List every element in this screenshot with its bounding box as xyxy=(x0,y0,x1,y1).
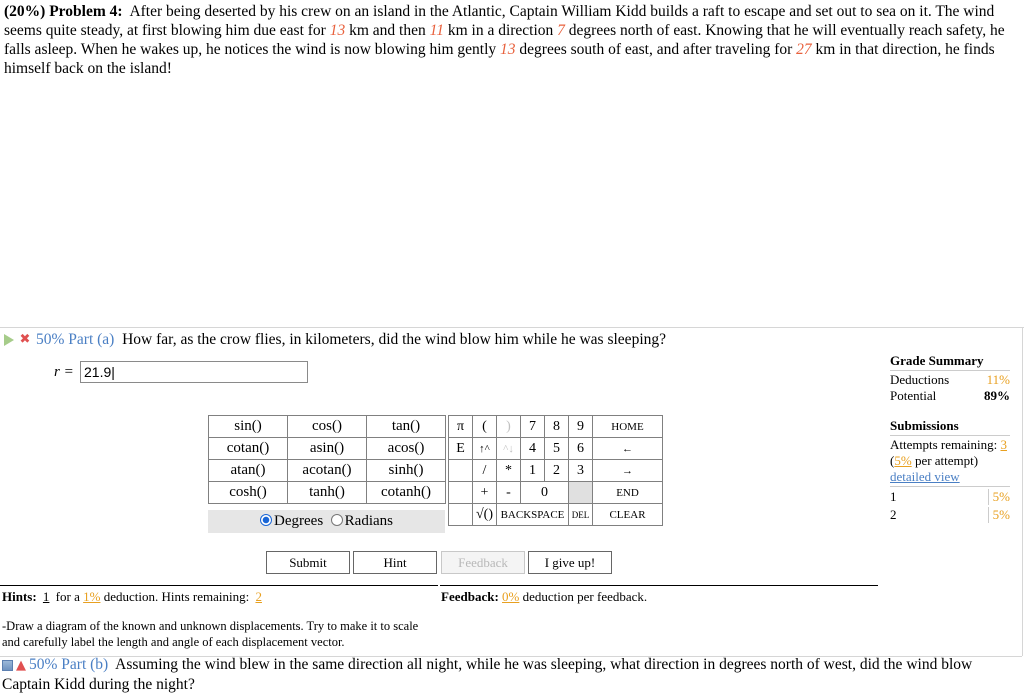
key-tan[interactable]: tan() xyxy=(367,416,446,438)
radians-label: Radians xyxy=(344,513,393,529)
key-cotanh[interactable]: cotanh() xyxy=(367,482,446,504)
key-tanh[interactable]: tanh() xyxy=(288,482,367,504)
hint-text: -Draw a diagram of the known and unknown displacements. Try to make it to scale and carefully label the length and angle of each displacement vector. xyxy=(2,619,419,649)
part-b-header xyxy=(2,655,1022,694)
problem-text-2: km and then xyxy=(349,22,426,39)
answer-variable-label: r = xyxy=(54,364,74,380)
per-attempt-pct: 5% xyxy=(894,453,912,468)
key-6[interactable]: 6 xyxy=(569,438,593,460)
key-2[interactable]: 2 xyxy=(545,460,569,482)
key-open-paren[interactable]: ( xyxy=(473,416,497,438)
hints-pct: 1% xyxy=(83,589,101,604)
key-sinh[interactable]: sinh() xyxy=(367,460,446,482)
key-acotan[interactable]: acotan() xyxy=(288,460,367,482)
degrees-radio[interactable] xyxy=(260,514,272,526)
key-multiply[interactable]: * xyxy=(497,460,521,482)
attempts-value: 3 xyxy=(1000,437,1007,452)
potential-value: 89% xyxy=(984,388,1010,403)
key-8[interactable]: 8 xyxy=(545,416,569,438)
warning-icon: ▲ xyxy=(16,657,26,673)
angle-1: 7 xyxy=(557,22,565,39)
answer-input[interactable]: 21.9| xyxy=(80,361,308,383)
key-clear[interactable]: CLEAR xyxy=(593,504,663,526)
key-acos[interactable]: acos() xyxy=(367,438,446,460)
per-attempt-label: per attempt) xyxy=(914,453,979,468)
submit-button[interactable]: Submit xyxy=(266,551,350,574)
part-a-question: How far, as the crow flies, in kilometers, did the wind blow him while he was sleeping? xyxy=(122,331,667,348)
feedback-label: Feedback: xyxy=(441,589,499,604)
part-b-label: Part (b) xyxy=(61,656,109,673)
key-close-paren[interactable]: ) xyxy=(497,416,521,438)
give-up-button[interactable]: I give up! xyxy=(528,551,612,574)
angle-2: 13 xyxy=(500,41,516,58)
key-blank-1 xyxy=(449,460,473,482)
deductions-value: 11% xyxy=(986,372,1010,387)
numeric-keypad xyxy=(448,415,663,526)
submission-row-2-pct: 5% xyxy=(988,507,1010,523)
key-right-arrow[interactable]: → xyxy=(593,460,663,482)
problem-title: Problem 4: xyxy=(49,3,123,20)
submission-row-1-pct: 5% xyxy=(988,489,1010,505)
key-home[interactable]: HOME xyxy=(593,416,663,438)
grade-summary: Grade Summary Deductions 11% Potential 89% Submissions Attempts remaining: 3 (5% per attempt) detailed view 1 5% 2 5% xyxy=(890,353,1010,522)
key-sin[interactable]: sin() xyxy=(209,416,288,438)
hints-remaining: 2 xyxy=(255,589,262,604)
collapse-square-icon[interactable] xyxy=(2,660,13,671)
key-atan[interactable]: atan() xyxy=(209,460,288,482)
submission-row-2-num: 2 xyxy=(890,507,897,522)
key-e[interactable]: E xyxy=(449,438,473,460)
answer-value: 21.9 xyxy=(84,364,112,380)
key-plus[interactable]: + xyxy=(473,482,497,504)
key-5[interactable]: 5 xyxy=(545,438,569,460)
feedback-pct: 0% xyxy=(502,589,520,604)
detailed-view-link[interactable]: detailed view xyxy=(890,469,960,484)
distance-2: 11 xyxy=(429,22,444,39)
key-minus[interactable]: - xyxy=(497,482,521,504)
grade-summary-title: Grade Summary xyxy=(890,353,984,368)
key-exponent-down[interactable]: ^↓ xyxy=(497,438,521,460)
key-blank-2 xyxy=(449,482,473,504)
submissions-title: Submissions xyxy=(890,418,959,433)
angle-mode-selector xyxy=(208,510,445,533)
key-cos[interactable]: cos() xyxy=(288,416,367,438)
problem-statement xyxy=(4,2,1019,78)
problem-weight: (20%) xyxy=(4,3,46,20)
hints-deduction-text: deduction. Hints remaining: xyxy=(103,589,250,604)
problem-text-4: degrees north of east. Knowing that he will eventually reach safety, he falls asleep. When he wakes up, he notices the wind is now blowing him gently xyxy=(4,22,1005,58)
hint-button[interactable]: Hint xyxy=(353,551,437,574)
incorrect-x-icon: ✖ xyxy=(19,332,31,348)
potential-label: Potential xyxy=(890,388,937,403)
distance-1: 13 xyxy=(329,22,346,39)
submission-row-1-num: 1 xyxy=(890,489,897,504)
feedback-summary xyxy=(441,589,647,605)
key-blank-4 xyxy=(449,504,473,526)
part-b-percent: 50% xyxy=(29,656,58,673)
key-left-arrow[interactable]: ← xyxy=(593,438,663,460)
hints-divider xyxy=(0,585,438,586)
key-0[interactable]: 0 xyxy=(521,482,569,504)
problem-text-1: After being deserted by his crew on an island in the Atlantic, Captain William Kidd builds a raft to escape and set out to sea on it. The wind seems quite steady, at first blowing him due east for xyxy=(4,3,995,39)
key-divide[interactable]: / xyxy=(473,460,497,482)
distance-3: 27 xyxy=(796,41,812,58)
key-cosh[interactable]: cosh() xyxy=(209,482,288,504)
key-asin[interactable]: asin() xyxy=(288,438,367,460)
feedback-button[interactable]: Feedback xyxy=(441,551,525,574)
key-del[interactable]: DEL xyxy=(569,504,593,526)
feedback-divider xyxy=(440,585,878,586)
part-a-header xyxy=(4,331,666,349)
key-7[interactable]: 7 xyxy=(521,416,545,438)
expand-triangle-icon[interactable] xyxy=(4,334,14,346)
key-1[interactable]: 1 xyxy=(521,460,545,482)
part-a-percent: 50% xyxy=(36,331,65,348)
deductions-label: Deductions xyxy=(890,372,950,387)
radians-radio[interactable] xyxy=(331,514,343,526)
key-cotan[interactable]: cotan() xyxy=(209,438,288,460)
key-9[interactable]: 9 xyxy=(569,416,593,438)
key-pi[interactable]: π xyxy=(449,416,473,438)
part-b-question: Assuming the wind blew in the same direction all night, while he was sleeping, what direction in degrees north of west, did the wind blow Captain Kidd during the night? xyxy=(2,656,973,693)
part-a-label: Part (a) xyxy=(68,331,115,348)
hints-count: 1 xyxy=(42,589,50,604)
problem-text-5: degrees south of east, and after traveling for xyxy=(519,41,793,58)
key-blank-3 xyxy=(569,482,593,504)
key-4[interactable]: 4 xyxy=(521,438,545,460)
key-sqrt[interactable]: √() xyxy=(473,504,497,526)
key-3[interactable]: 3 xyxy=(569,460,593,482)
key-end[interactable]: END xyxy=(593,482,663,504)
key-exponent-up[interactable]: ↑^ xyxy=(473,438,497,460)
feedback-text: deduction per feedback. xyxy=(522,589,648,604)
function-keypad xyxy=(208,415,446,504)
degrees-label: Degrees xyxy=(274,513,324,529)
key-backspace[interactable]: BACKSPACE xyxy=(497,504,569,526)
problem-text-3: km in a direction xyxy=(447,22,554,39)
attempts-label: Attempts remaining: xyxy=(890,437,998,452)
problem-text-6: km in that direction, he finds himself back on the island! xyxy=(4,41,995,77)
hints-summary xyxy=(2,589,265,605)
hints-for-a: for a xyxy=(55,589,80,604)
hints-label: Hints: xyxy=(2,589,37,604)
